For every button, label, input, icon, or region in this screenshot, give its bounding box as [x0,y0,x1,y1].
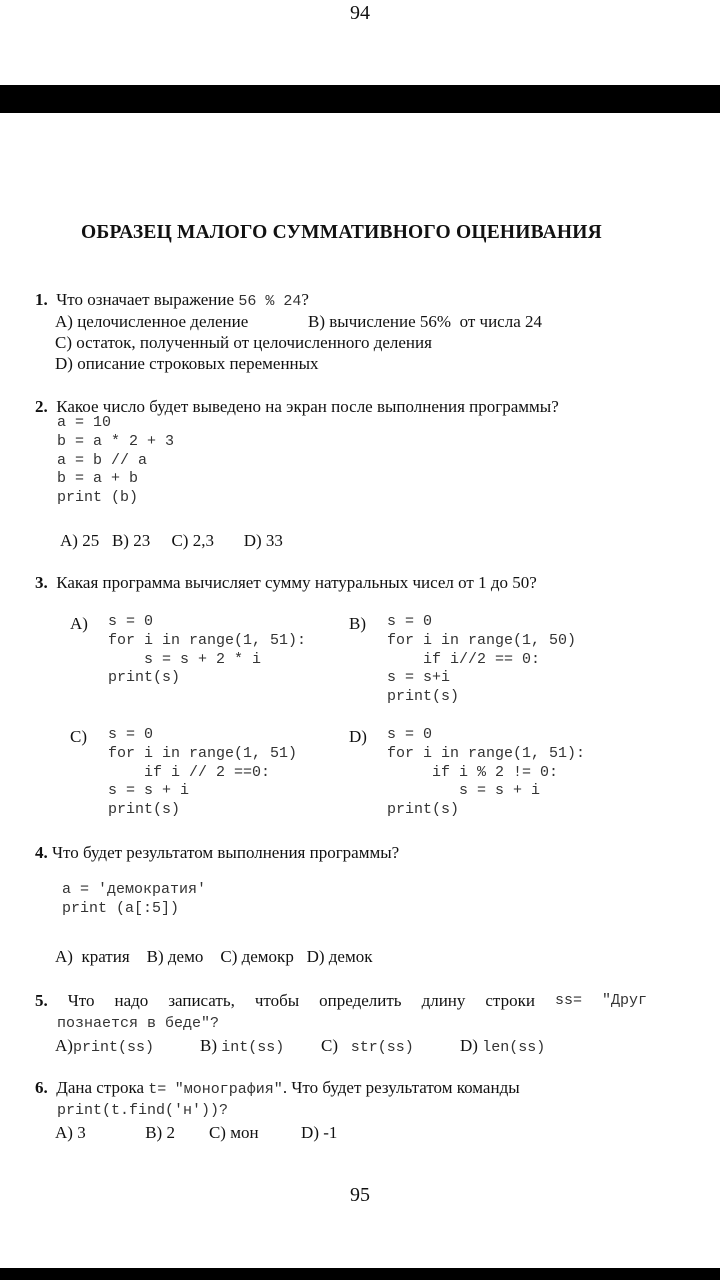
code-block: a = 10 b = a * 2 + 3 a = b // a b = a + b print (b) [57,414,175,506]
question-3 [35,572,537,593]
page-number-top: 94 [350,2,370,24]
question-text: Что означает выражение [56,290,235,309]
question-number: 6. [35,1078,48,1097]
option-d-label: D) [349,727,367,746]
page-number-bottom: 95 [350,1184,370,1206]
answer-options: A) кратия B) демо C) демокр D) демок [55,947,373,966]
inline-code: t= [148,1081,167,1098]
question-1 [35,289,309,312]
top-black-bar [0,85,720,113]
question-text: Какое число будет выведено на экран после выполнения программы? [56,397,559,416]
question-number: 4. [35,843,48,862]
answer-b: B) вычисление 56% от числа 24 [308,312,542,331]
page-title: ОБРАЗЕЦ МАЛОГО СУММАТИВНОГО ОЦЕНИВАНИЯ [81,222,602,243]
answer-label: A) [55,1036,73,1055]
answer-c: C) остаток, полученный от целочисленного деления [55,333,432,352]
question-text: . Что будет результатом команды [282,1078,520,1097]
answer-c [321,1035,414,1058]
answer-code: str(ss) [350,1039,414,1056]
answer-label: D) [460,1036,478,1055]
question-number: 1. [35,290,48,309]
question-5-line-1 [35,990,647,1011]
answer-code: int(ss) [221,1039,285,1056]
answer-options: A) 25 B) 23 C) 2,3 D) 33 [60,531,283,550]
word: записать, [168,991,235,1010]
code-block: a = 'демократия' print (a[:5]) [62,881,207,917]
word: определить [319,991,402,1010]
option-b-code: s = 0 for i in range(1, 50) if i//2 == 0: s = s+i print(s) [387,613,577,705]
answer-label: C) [321,1036,338,1055]
answer-b [200,1035,284,1058]
word: чтобы [254,991,300,1010]
answer-options: A) 3 B) 2 C) мон D) -1 [55,1123,338,1142]
word: надо [114,991,149,1010]
answer-code: print(ss) [72,1039,154,1056]
option-a-code: s = 0 for i in range(1, 51): s = s + 2 * i print(s) [108,613,307,687]
option-c-code: s = 0 for i in range(1, 51) if i // 2 ==0: s = s + i print(s) [108,726,298,818]
question-4 [35,842,399,863]
option-b-label: B) [349,614,366,633]
question-text: Что будет результатом выполнения программы? [52,843,400,862]
question-number: 3. [35,573,48,592]
answer-code: len(ss) [482,1039,546,1056]
answer-label: B) [200,1036,217,1055]
question-text: Дана строка [56,1078,145,1097]
answer-a [55,1035,154,1058]
option-a-label: A) [70,614,88,633]
question-number: 2. [35,397,48,416]
word: строки [485,991,535,1010]
inline-code: 56 % 24 [238,293,302,310]
question-6 [35,1077,520,1100]
question-number: 5. [35,991,48,1010]
answer-a: A) целочисленное деление [55,312,249,331]
option-d-code: s = 0 for i in range(1, 51): if i % 2 != 0: s = s + i print(s) [387,726,586,818]
word: Что [67,991,95,1010]
answer-d: D) описание строковых переменных [55,354,319,373]
question-5-line-2: познается в беде"? [57,1015,220,1032]
question-mark: ? [301,290,309,309]
answer-d [460,1035,545,1058]
inline-code: ss= [554,992,582,1009]
bottom-black-bar [0,1268,720,1280]
inline-code: "монография" [174,1081,283,1098]
code-line: print(t.find('н'))? [57,1102,229,1119]
question-text: Какая программа вычисляет сумму натуральных чисел от 1 до 50? [56,573,537,592]
word: длину [421,991,466,1010]
inline-code: "Друг [601,992,647,1009]
option-c-label: C) [70,727,87,746]
